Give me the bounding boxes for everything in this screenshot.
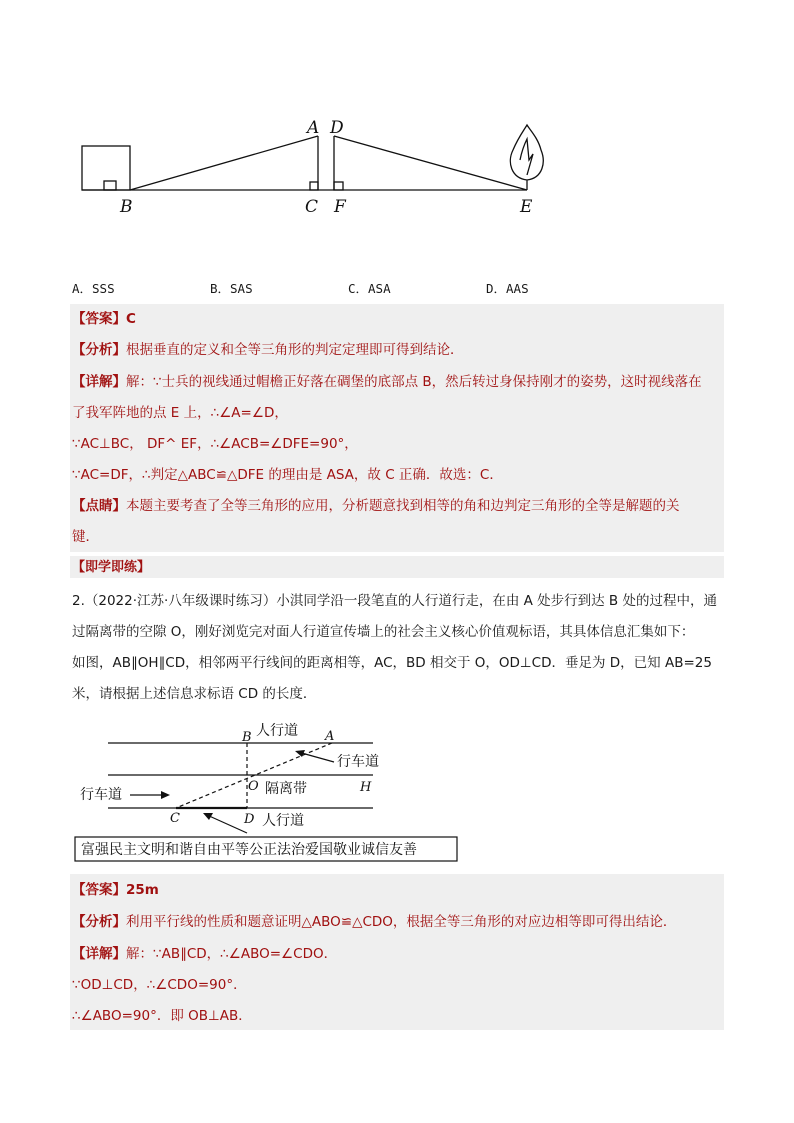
q2-answer xyxy=(72,880,159,900)
figure-2 xyxy=(0,715,794,865)
choice-a: A．SSS xyxy=(72,281,115,296)
slogan-text: 富强民主文明和谐自由平等公正法治爱国敬业诚信友善 xyxy=(81,842,417,858)
q2-detail-line-2: ∵OD⊥CD，∴∠CDO=90°． xyxy=(72,977,247,993)
fig2-label-d: D xyxy=(244,812,255,827)
choices xyxy=(72,279,722,297)
label-b: B xyxy=(120,197,133,217)
right-angle-mark-c xyxy=(310,182,318,190)
lane-left-label: 行车道 xyxy=(80,787,122,803)
q2-detail-line-3: ∴∠ABO=90°．即 OB⊥AB． xyxy=(72,1008,252,1024)
right-angle-mark-f xyxy=(334,182,343,190)
analysis-text: 利用平行线的性质和题意证明△ABO≌△CDO，根据全等三角形的对应边相等即可得出结论． xyxy=(126,914,677,930)
tree-icon xyxy=(510,125,543,190)
detail-tag: 【详解】 xyxy=(72,374,126,390)
sight-line-ab xyxy=(130,136,318,190)
fig2-label-a: A xyxy=(325,729,335,744)
comment-tag: 【点睛】 xyxy=(72,498,126,514)
q1-answer xyxy=(72,309,136,329)
q2-stem-line-1: 2.（2022·江苏·八年级课时练习）小淇同学沿一段笔直的人行道行走，在由 A 处步行到达 B 处的过程中，通 xyxy=(72,593,717,609)
label-d: D xyxy=(330,118,344,138)
bunker xyxy=(82,146,130,190)
answer-tag: 【答案】 xyxy=(72,311,126,327)
practice-title: 【即学即练】 xyxy=(72,560,151,575)
answer-tag: 【答案】 xyxy=(72,882,126,898)
arrow-slogan xyxy=(207,815,247,833)
lane-right-label: 行车道 xyxy=(337,754,379,770)
analysis-text: 根据垂直的定义和全等三角形的判定定理即可得到结论． xyxy=(126,342,464,358)
answer-value: 25m xyxy=(126,882,159,898)
q2-stem-line-3: 如图，AB∥OH∥CD，相邻两平行线间的距离相等，AC，BD 相交于 O，OD⊥CD．垂足为 D，已知 AB=25 xyxy=(72,655,712,671)
fig2-label-c: C xyxy=(170,811,180,826)
label-a: A xyxy=(307,118,320,138)
q2-analysis xyxy=(72,912,676,932)
label-c: C xyxy=(305,197,319,217)
q2-detail-line-1: 【详解】解：∵AB∥CD，∴∠ABO=∠CDO． xyxy=(72,946,338,962)
choice-c: C．ASA xyxy=(348,281,391,296)
q1-detail-line-1: 【详解】解：∵士兵的视线通过帽檐正好落在碉堡的底部点 B，然后转过身保持刚才的姿势，这时视线落在 xyxy=(72,374,702,390)
sight-line-de xyxy=(334,136,527,190)
median-label: 隔离带 xyxy=(265,781,307,797)
right-angle-mark-b xyxy=(104,181,116,190)
choice-d: D．AAS xyxy=(486,281,529,296)
fig2-label-o: O xyxy=(248,779,259,794)
sidewalk-bottom-label: 人行道 xyxy=(262,813,304,829)
analysis-tag: 【分析】 xyxy=(72,342,126,358)
q1-analysis xyxy=(72,340,464,360)
detail-tag: 【详解】 xyxy=(72,946,126,962)
q1-comment-line-1: 【点睛】本题主要考查了全等三角形的应用，分析题意找到相等的角和边判定三角形的全等是解题的关 xyxy=(72,498,680,514)
practice-header-box xyxy=(70,556,724,578)
q1-detail-line-3: ∵AC⊥BC， DF^ EF，∴∠ACB=∠DFE=90°， xyxy=(72,436,358,452)
label-e: E xyxy=(520,197,533,217)
q2-stem-line-2: 过隔离带的空隙 O，刚好浏览完对面人行道宣传墙上的社会主义核心价值观标语，其具体信息汇集如下： xyxy=(72,624,695,640)
tree-trunk-detail xyxy=(520,139,533,175)
arrow-left-lane-head xyxy=(161,791,170,799)
q1-detail-line-4: ∵AC=DF，∴判定△ABC≌△DFE 的理由是 ASA，故 C 正确．故选：C． xyxy=(72,467,503,483)
q1-comment-line-2: 键． xyxy=(72,529,99,545)
label-f: F xyxy=(334,197,346,217)
sidewalk-top-label: 人行道 xyxy=(256,723,298,739)
q1-detail-line-2: 了我军阵地的点 E 上，∴∠A=∠D， xyxy=(72,405,288,421)
fig2-label-b: B xyxy=(242,730,252,745)
answer-value: C xyxy=(126,311,136,327)
arrow-right-lane-head xyxy=(295,750,305,757)
choice-b: B．SAS xyxy=(210,281,253,296)
q2-stem-line-4: 米，请根据上述信息求标语 CD 的长度． xyxy=(72,686,317,702)
fig2-label-h: H xyxy=(360,780,372,795)
figure-1 xyxy=(0,110,794,225)
analysis-tag: 【分析】 xyxy=(72,914,126,930)
